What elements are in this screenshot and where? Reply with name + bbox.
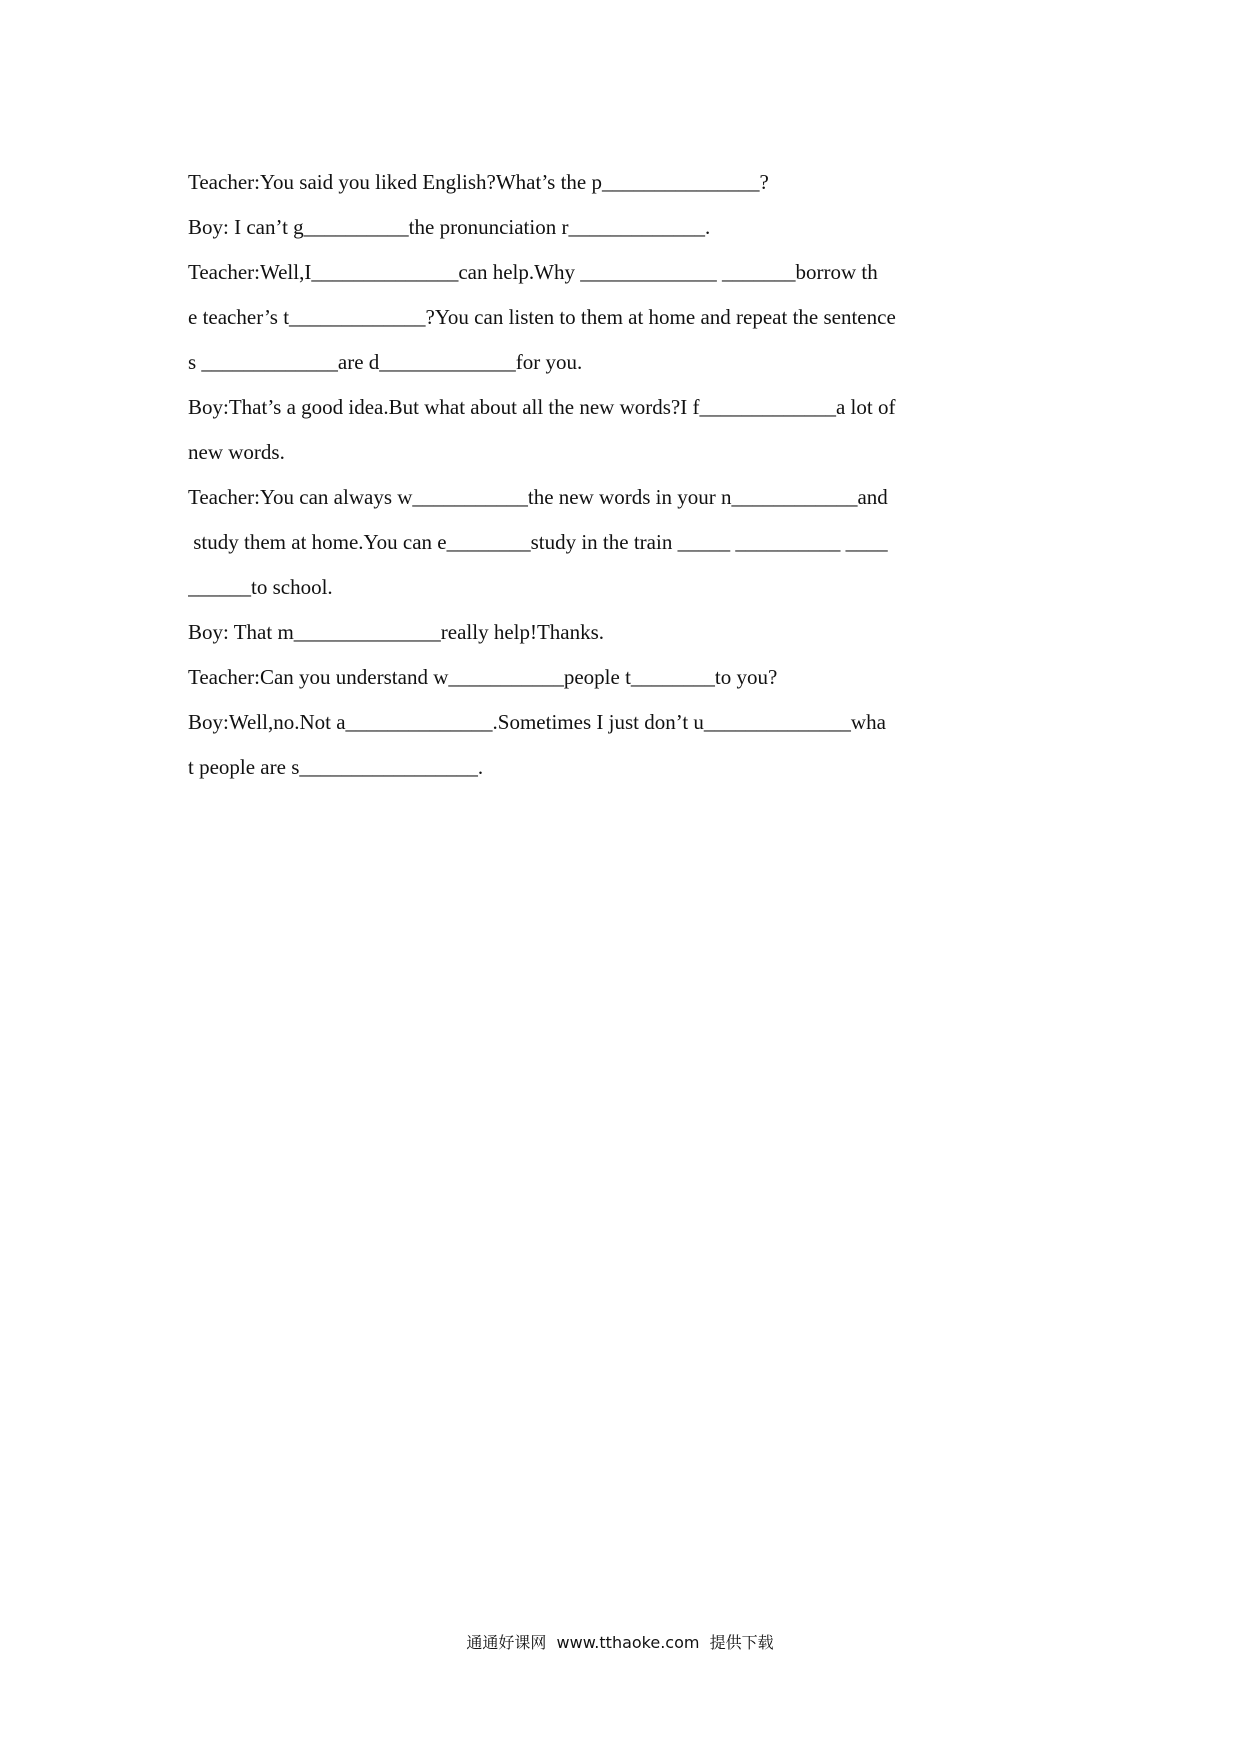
dialogue-line: Boy: I can’t g__________the pronunciation r_____________. [188, 215, 711, 239]
dialogue-exercise [188, 160, 1054, 790]
dialogue-line: s _____________are d_____________for you. [188, 350, 583, 374]
dialogue-line: study them at home.You can e________study in the train _____ __________ ____ [188, 530, 888, 554]
dialogue-line: t people are s_________________. [188, 755, 484, 779]
dialogue-line: new words. [188, 440, 285, 464]
dialogue-line: Boy:Well,no.Not a______________.Sometimes I just don’t u______________wha [188, 710, 886, 734]
dialogue-line: ______to school. [188, 575, 333, 599]
dialogue-line: Teacher:Can you understand w___________people t________to you? [188, 665, 778, 689]
dialogue-line: Teacher:You can always w___________the new words in your n____________and [188, 485, 888, 509]
dialogue-line: e teacher’s t_____________?You can listen to them at home and repeat the sentence [188, 305, 896, 329]
dialogue-line: Boy: That m______________really help!Thanks. [188, 620, 605, 644]
page-footer: 通通好课网 www.tthaoke.com 提供下载 [466, 1633, 774, 1652]
dialogue-line: Teacher:You said you liked English?What’s the p_______________? [188, 170, 769, 194]
dialogue-line: Boy:That’s a good idea.But what about all the new words?I f_____________a lot of [188, 395, 896, 419]
dialogue-line: Teacher:Well,I______________can help.Why _____________ _______borrow th [188, 260, 878, 284]
